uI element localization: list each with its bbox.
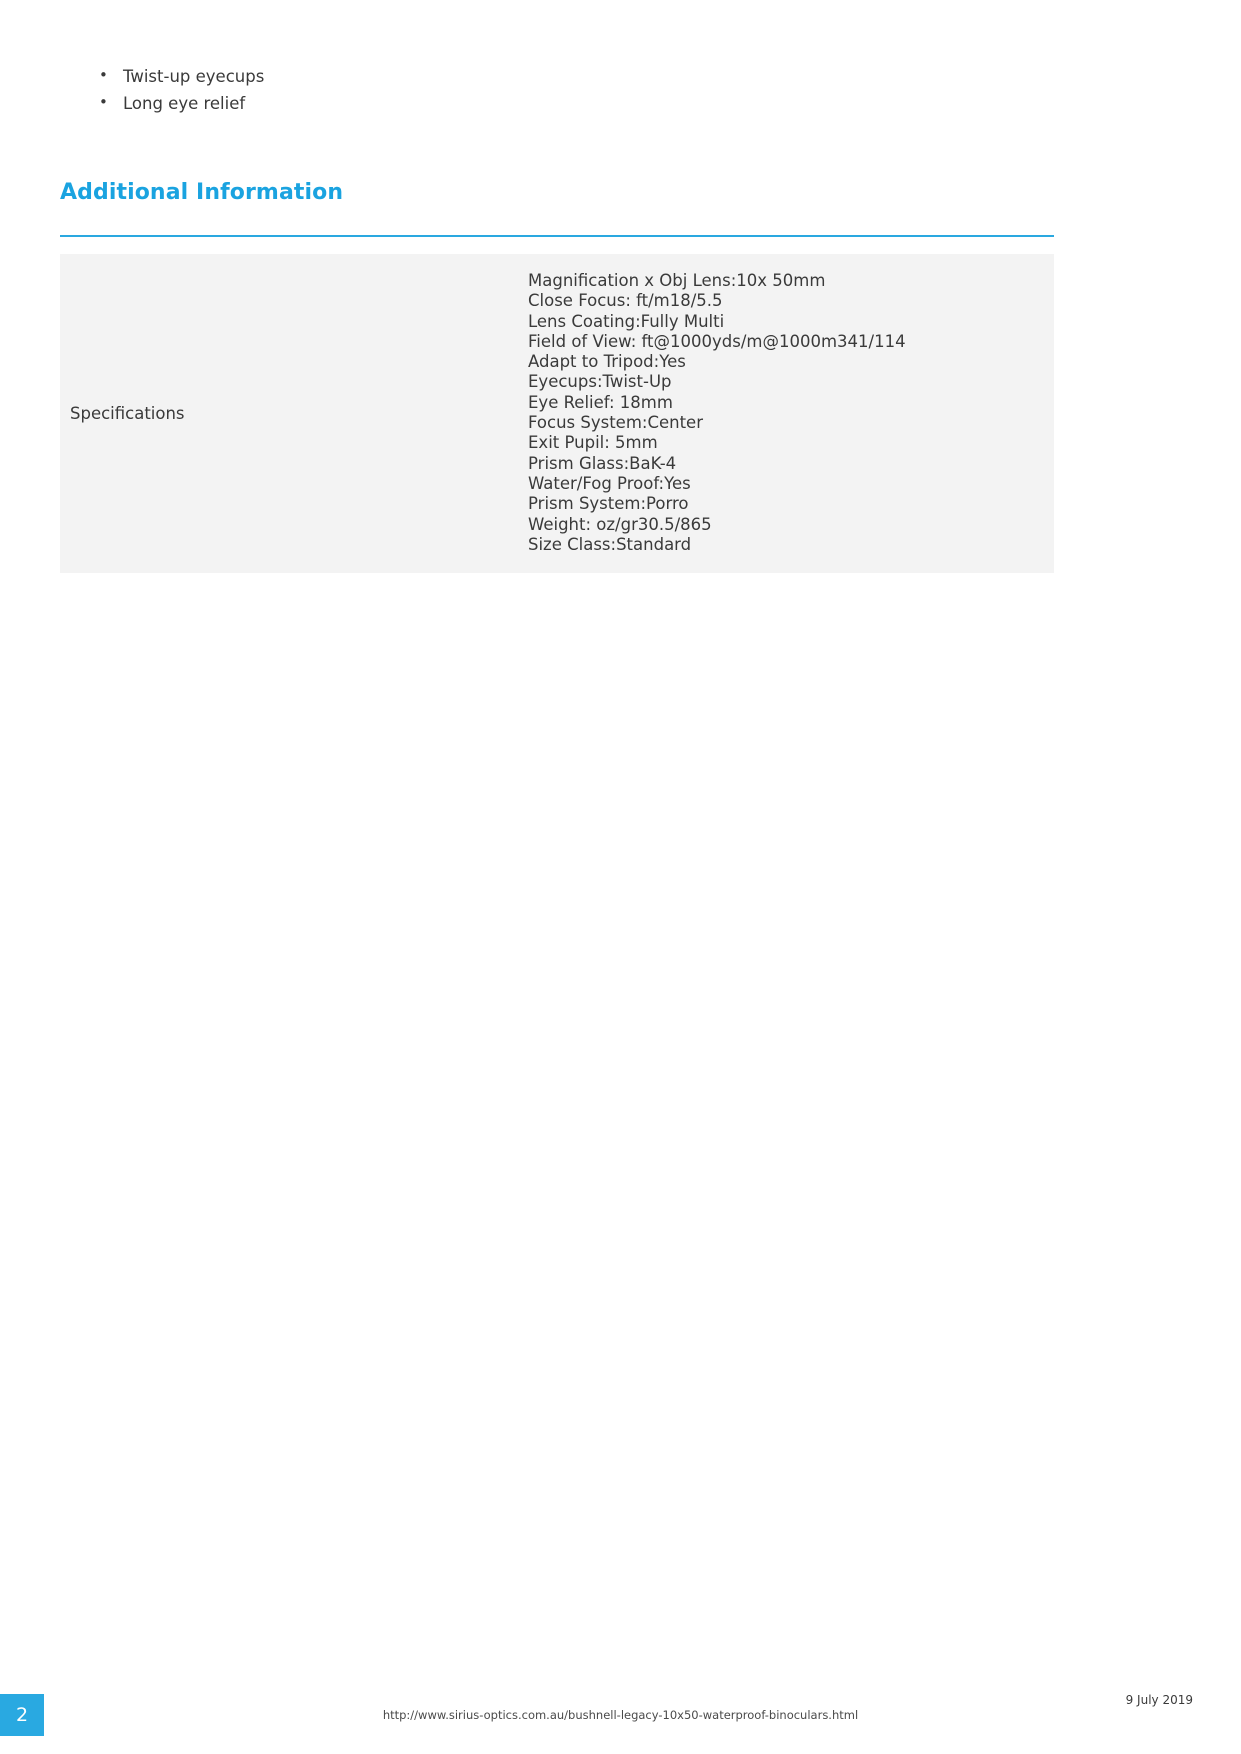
section-heading: Additional Information: [60, 180, 344, 205]
specifications-table: [60, 254, 1054, 573]
spec-line: Eye Relief: 18mm: [528, 392, 673, 412]
footer-date: 9 July 2019: [1125, 1693, 1193, 1707]
spec-line: Lens Coating:Fully Multi: [528, 311, 725, 331]
page-number-badge: 2: [0, 1694, 44, 1736]
spec-line: Weight: oz/gr30.5/865: [528, 514, 712, 534]
footer-source-url[interactable]: http://www.sirius-optics.com.au/bushnell-legacy-10x50-waterproof-binoculars.html: [382, 1708, 859, 1722]
spec-line: Field of View: ft@1000yds/m@1000m341/114: [528, 331, 906, 351]
spec-line: Size Class:Standard: [528, 534, 692, 554]
spec-line: Adapt to Tripod:Yes: [528, 352, 686, 372]
spec-line: Water/Fog Proof:Yes: [528, 473, 691, 493]
list-item: [95, 63, 264, 90]
spec-line: Focus System:Center: [528, 413, 703, 433]
spec-row-label: Specifications: [70, 404, 185, 424]
feature-list: [95, 63, 264, 117]
feature-text: Twist-up eyecups: [123, 67, 265, 86]
feature-text: Long eye relief: [123, 94, 246, 113]
spec-line: Prism System:Porro: [528, 494, 689, 514]
spec-line: Eyecups:Twist-Up: [528, 372, 672, 392]
spec-line: Exit Pupil: 5mm: [528, 433, 658, 453]
list-item: [95, 90, 264, 117]
spec-line: Magnification x Obj Lens:10x 50mm: [528, 271, 826, 290]
spec-row-values: [528, 254, 1054, 573]
spec-line: Close Focus: ft/m18/5.5: [528, 291, 723, 311]
section-divider: [60, 235, 1054, 237]
spec-line: Prism Glass:BaK-4: [528, 453, 677, 473]
